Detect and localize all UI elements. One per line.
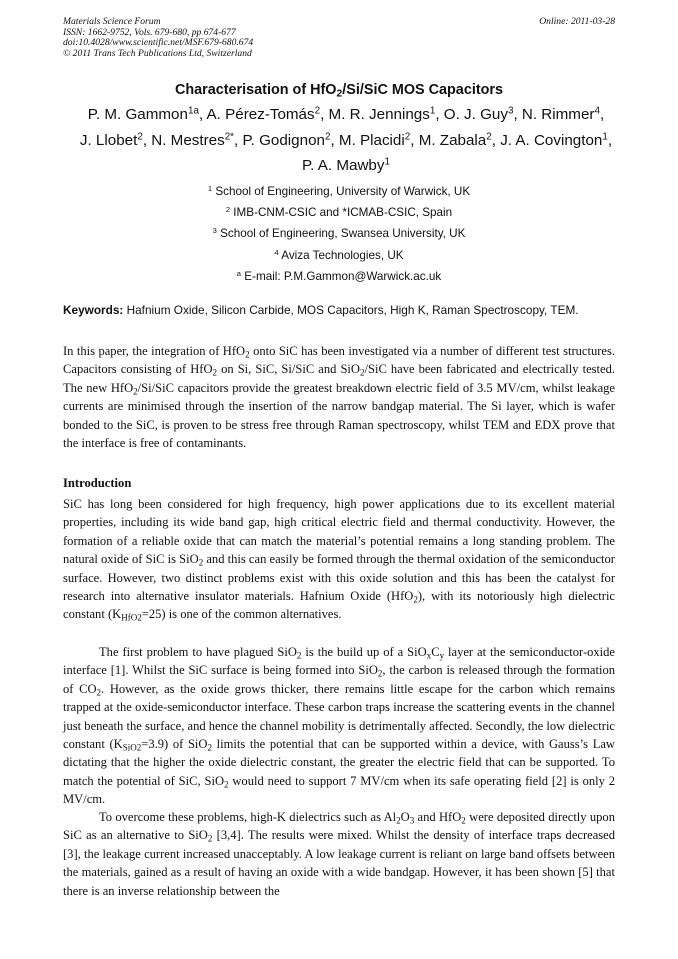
author: N. Rimmer$^4$, — [521, 105, 605, 123]
intro-paragraph-3: To overcome these problems, high-K dielectrics such as $Al_2O_3$ and HfO$_2$ were deposited directly upon SiC as an alternative to SiO$_2$ [3,4]. The results were mixed. Whilst the density of interface traps decreased [3], the leakage current increased unacceptably. A low leakage current is reliant on large band offsets between the materials, gained as a result of having an oxide with a wide bandgap. However, it has been shown [5] that there is an inverse relationship between the — [63, 810, 615, 898]
online-date: Online: 2011-03-28 — [539, 16, 615, 27]
affiliation-list — [0, 181, 678, 287]
journal-header — [63, 17, 443, 59]
affiliation: $^1$ School of Engineering, University of Warwick, UK — [207, 183, 471, 198]
author: J. Llobet$^2$, — [79, 131, 152, 149]
author: A. Pérez-Tomás$^2$, — [206, 105, 329, 123]
author: M. R. Jennings$^1$, — [328, 105, 444, 123]
abstract: In this paper, the integration of HfO$_2$ onto SiC has been investigated via a number of different test structures. Capacitors consisting of HfO$_2$ on Si, SiC, Si/SiC and SiO$_2$/SiC have been fabricated and electrically tested. The new HfO$_2$/Si/SiC capacitors provide the greatest breakdown electric field of 3.5 MV/cm, whilst leakage currents are minimised through the insertion of the narrow bandgap material. The Si layer, which is wafer bonded to the SiC, is proven to be stress free through Raman spectroscopy, whilst TEM and EDX prove that the interface is free of contaminants. — [63, 344, 616, 451]
intro-paragraph-1: SiC has long been considered for high frequency, high power applications due to its excellent material properties, including its wide band gap, high critical electric field and thermal conductivity. However, the formation of a reliable oxide that can match the material’s potential remains a long standing problem. The natural oxide of SiC is SiO$_2$ and this can easily be formed through the thermal oxidation of the semiconductor surface. However, two distinct problems exist with this oxide solution and this has been the catalyst for research into alternative insulator materials. Hafnium Oxide (HfO$_2$), with its notoriously high dielectric constant $(K_{HfO2}=25)$ is one of the common alternatives. — [63, 497, 616, 623]
journal-copyright: © 2011 Trans Tech Publications Ltd, Switzerland — [63, 47, 252, 59]
affiliation: $^3$ School of Engineering, Swansea University, UK — [212, 226, 466, 241]
affiliation-email[interactable]: $^a$ E-mail: P.M.Gammon@Warwick.ac.uk — [236, 268, 442, 283]
author: N. Mestres$^{2*}$, — [151, 131, 243, 149]
keywords — [63, 303, 623, 317]
author: J. A. Covington$^1$, — [500, 131, 613, 149]
author: M. Zabala$^2$, — [418, 131, 501, 149]
author: M. Placidi$^2$, — [338, 131, 419, 149]
author-list — [56, 102, 636, 179]
author: P. Godignon$^2$, — [242, 131, 339, 149]
intro-paragraph-2: The first problem to have plagued SiO$_2$ is the build up of a $SiO_xC_y$ layer at the semiconductor-oxide interface [1]. Whilst the SiC surface is being formed into SiO$_2$, the carbon is released through the formation of $CO_2$. However, as the oxide grows thicker, there remains little escape for the carbon which remains trapped at the oxide-semiconductor interface. These carbon traps increase the scattering events in the channel just beneath the surface, and hence the channel mobility is detrimentally affected. Secondly, the low dielectric constant $(K_{SiO2}=3.9)$ of SiO$_2$ limits the potential that can be supported within a device, with Gauss’s Law dictating that the higher the oxide dielectric constant, the greater the electric field that can be supported. To match the potential of SiC, SiO$_2$ would need to support 7 MV/cm when its safe operating field [2] is only 2 MV/cm. — [63, 645, 615, 807]
journal-name: Materials Science Forum — [63, 16, 161, 27]
keywords-text: Hafnium Oxide, Silicon Carbide, MOS Capacitors, High K, Raman Spectroscopy, TEM. — [126, 303, 579, 317]
author: P. M. Gammon$^{1a}$, — [87, 105, 207, 123]
paper-title: Characterisation of HfO$_2$/Si/SiC MOS Capacitors — [174, 82, 504, 100]
affiliation: $^2$ IMB-CNM-CSIC and *ICMAB-CSIC, Spain — [225, 205, 453, 220]
section-heading-introduction: Introduction — [63, 476, 132, 490]
journal-doi[interactable]: doi:10.4028/www.scientific.net/MSF.679-680.674 — [63, 37, 254, 49]
journal-issn: ISSN: 1662-9752, Vols. 679-680, pp 674-677 — [63, 26, 236, 38]
author: P. A. Mawby$^1$ — [302, 156, 390, 174]
affiliation: $^4$ Aviza Technologies, UK — [274, 247, 404, 262]
author: O. J. Guy$^3$, — [443, 105, 522, 123]
keywords-label: Keywords: — [63, 303, 124, 317]
